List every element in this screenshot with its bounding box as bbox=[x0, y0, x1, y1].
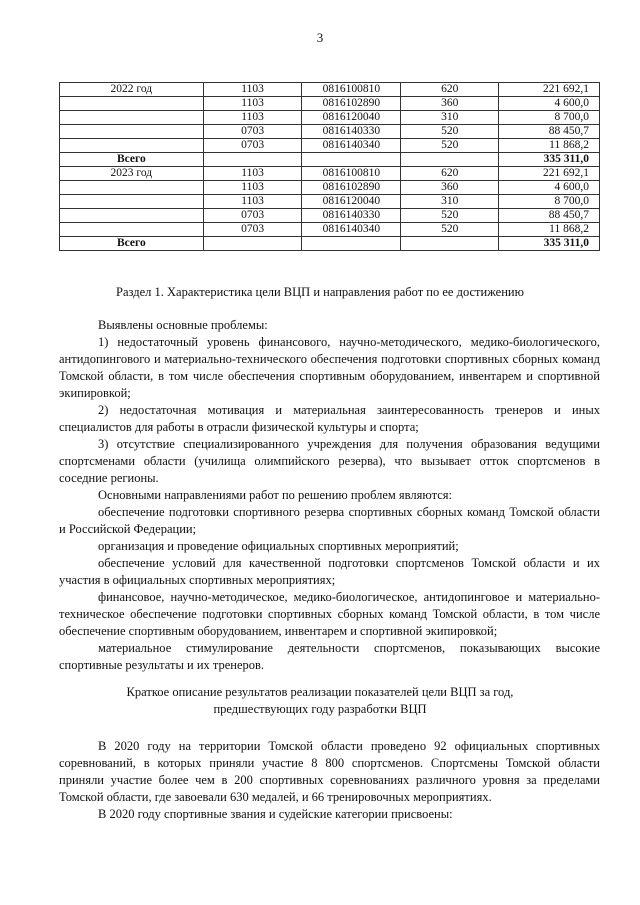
year-cell bbox=[60, 139, 204, 153]
direction-3: обеспечение условий для качественной подготовки спортсменов Томской области и их участия в официальных спортивных мероприятиях; bbox=[59, 556, 600, 587]
target-code-cell: 0816100810 bbox=[302, 83, 401, 97]
year-cell bbox=[60, 125, 204, 139]
section-code-cell: 0703 bbox=[203, 223, 302, 237]
expense-type-cell: 360 bbox=[401, 97, 499, 111]
empty-cell bbox=[401, 237, 499, 251]
amount-cell: 221 692,1 bbox=[499, 83, 600, 97]
expense-type-cell: 520 bbox=[401, 223, 499, 237]
empty-cell bbox=[203, 153, 302, 167]
budget-table bbox=[59, 82, 600, 251]
amount-cell: 8 700,0 bbox=[499, 111, 600, 125]
target-code-cell: 0816140340 bbox=[302, 139, 401, 153]
table-row bbox=[60, 181, 600, 195]
summary-paragraph-2: В 2020 году спортивные звания и судейские категории присвоены: bbox=[98, 807, 453, 821]
problem-3: 3) отсутствие специализированного учреждения для получения образования ведущими спортсменами области (училища олимпийского резерва), что вызывает отток спортсменов в соседние регионы. bbox=[59, 437, 600, 485]
directions-intro: Основными направлениями работ по решению проблем являются: bbox=[98, 488, 452, 502]
amount-cell: 11 868,2 bbox=[499, 139, 600, 153]
amount-cell: 8 700,0 bbox=[499, 195, 600, 209]
problems-intro: Выявлены основные проблемы: bbox=[98, 318, 268, 332]
amount-cell: 11 868,2 bbox=[499, 223, 600, 237]
total-value-cell: 335 311,0 bbox=[499, 153, 600, 167]
problem-2: 2) недостаточная мотивация и материальная заинтересованность тренеров и иных специалистов для работы в отрасли физической культуры и спорта; bbox=[59, 403, 600, 434]
amount-cell: 4 600,0 bbox=[499, 181, 600, 195]
problem-1: 1) недостаточный уровень финансового, научно-методического, медико-биологического, антидопингового и материально-технического обеспечения подготовки спортивных сборных команд Томской области, в том числе обеспечения спортивным оборудованием, инвентарем и спортивной экипировкой; bbox=[59, 335, 600, 400]
year-cell bbox=[60, 223, 204, 237]
year-cell bbox=[60, 209, 204, 223]
section-code-cell: 0703 bbox=[203, 125, 302, 139]
section-code-cell: 1103 bbox=[203, 97, 302, 111]
total-row bbox=[60, 237, 600, 251]
section-code-cell: 1103 bbox=[203, 83, 302, 97]
empty-cell bbox=[302, 237, 401, 251]
total-value-cell: 335 311,0 bbox=[499, 237, 600, 251]
expense-type-cell: 360 bbox=[401, 181, 499, 195]
year-cell bbox=[60, 97, 204, 111]
expense-type-cell: 520 bbox=[401, 139, 499, 153]
expense-type-cell: 520 bbox=[401, 209, 499, 223]
table-row bbox=[60, 111, 600, 125]
target-code-cell: 0816120040 bbox=[302, 111, 401, 125]
page-number: 3 bbox=[316, 30, 324, 45]
section-code-cell: 0703 bbox=[203, 139, 302, 153]
target-code-cell: 0816140330 bbox=[302, 125, 401, 139]
year-cell bbox=[60, 181, 204, 195]
table-row bbox=[60, 97, 600, 111]
table-row bbox=[60, 83, 600, 97]
total-label-cell: Всего bbox=[60, 153, 204, 167]
total-row bbox=[60, 153, 600, 167]
table-row bbox=[60, 195, 600, 209]
table-row bbox=[60, 209, 600, 223]
direction-2: организация и проведение официальных спортивных мероприятий; bbox=[98, 539, 459, 553]
expense-type-cell: 310 bbox=[401, 111, 499, 125]
table-row bbox=[60, 139, 600, 153]
expense-type-cell: 620 bbox=[401, 167, 499, 181]
amount-cell: 4 600,0 bbox=[499, 97, 600, 111]
expense-type-cell: 310 bbox=[401, 195, 499, 209]
total-label-cell: Всего bbox=[60, 237, 204, 251]
section-code-cell: 1103 bbox=[203, 111, 302, 125]
direction-1: обеспечение подготовки спортивного резерва спортивных сборных команд Томской области и Российской Федерации; bbox=[59, 505, 600, 536]
target-code-cell: 0816140330 bbox=[302, 209, 401, 223]
target-code-cell: 0816102890 bbox=[302, 181, 401, 195]
year-cell: 2023 год bbox=[60, 167, 204, 181]
empty-cell bbox=[302, 153, 401, 167]
table-row bbox=[60, 223, 600, 237]
year-cell: 2022 год bbox=[60, 83, 204, 97]
target-code-cell: 0816100810 bbox=[302, 167, 401, 181]
direction-5: материальное стимулирование деятельности спортсменов, показывающих высокие спортивные результаты и их тренеров. bbox=[59, 641, 600, 672]
direction-4: финансовое, научно-методическое, медико-биологическое, антидопинговое и материально-техническое обеспечение подготовки спортивных сборных команд Томской области, в том числе обеспечение спортивным оборудованием, инвентарем и спортивной экипировкой; bbox=[59, 590, 600, 638]
target-code-cell: 0816120040 bbox=[302, 195, 401, 209]
summary-heading-line-1: Краткое описание результатов реализации показателей цели ВЦП за год, bbox=[126, 685, 514, 699]
section-code-cell: 1103 bbox=[203, 167, 302, 181]
amount-cell: 88 450,7 bbox=[499, 125, 600, 139]
year-cell bbox=[60, 195, 204, 209]
table-row bbox=[60, 167, 600, 181]
section-code-cell: 1103 bbox=[203, 195, 302, 209]
amount-cell: 88 450,7 bbox=[499, 209, 600, 223]
summary-heading-line-2: предшествующих году разработки ВЦП bbox=[213, 702, 427, 716]
target-code-cell: 0816102890 bbox=[302, 97, 401, 111]
section-code-cell: 1103 bbox=[203, 181, 302, 195]
section-1-heading: Раздел 1. Характеристика цели ВЦП и направления работ по ее достижению bbox=[116, 285, 524, 299]
year-cell bbox=[60, 111, 204, 125]
empty-cell bbox=[401, 153, 499, 167]
summary-paragraph-1: В 2020 году на территории Томской области проведено 92 официальных спортивных соревнований, в которых приняли участие 8 800 спортсменов. Спортсмены Томской области приняли участие более чем в 200 спортивных соревнованиях различного уровня за пределами Томской области, где завоевали 630 медалей, и 66 тренировочных мероприятиях. bbox=[59, 739, 600, 804]
table-row bbox=[60, 125, 600, 139]
amount-cell: 221 692,1 bbox=[499, 167, 600, 181]
section-code-cell: 0703 bbox=[203, 209, 302, 223]
expense-type-cell: 520 bbox=[401, 125, 499, 139]
target-code-cell: 0816140340 bbox=[302, 223, 401, 237]
empty-cell bbox=[203, 237, 302, 251]
expense-type-cell: 620 bbox=[401, 83, 499, 97]
